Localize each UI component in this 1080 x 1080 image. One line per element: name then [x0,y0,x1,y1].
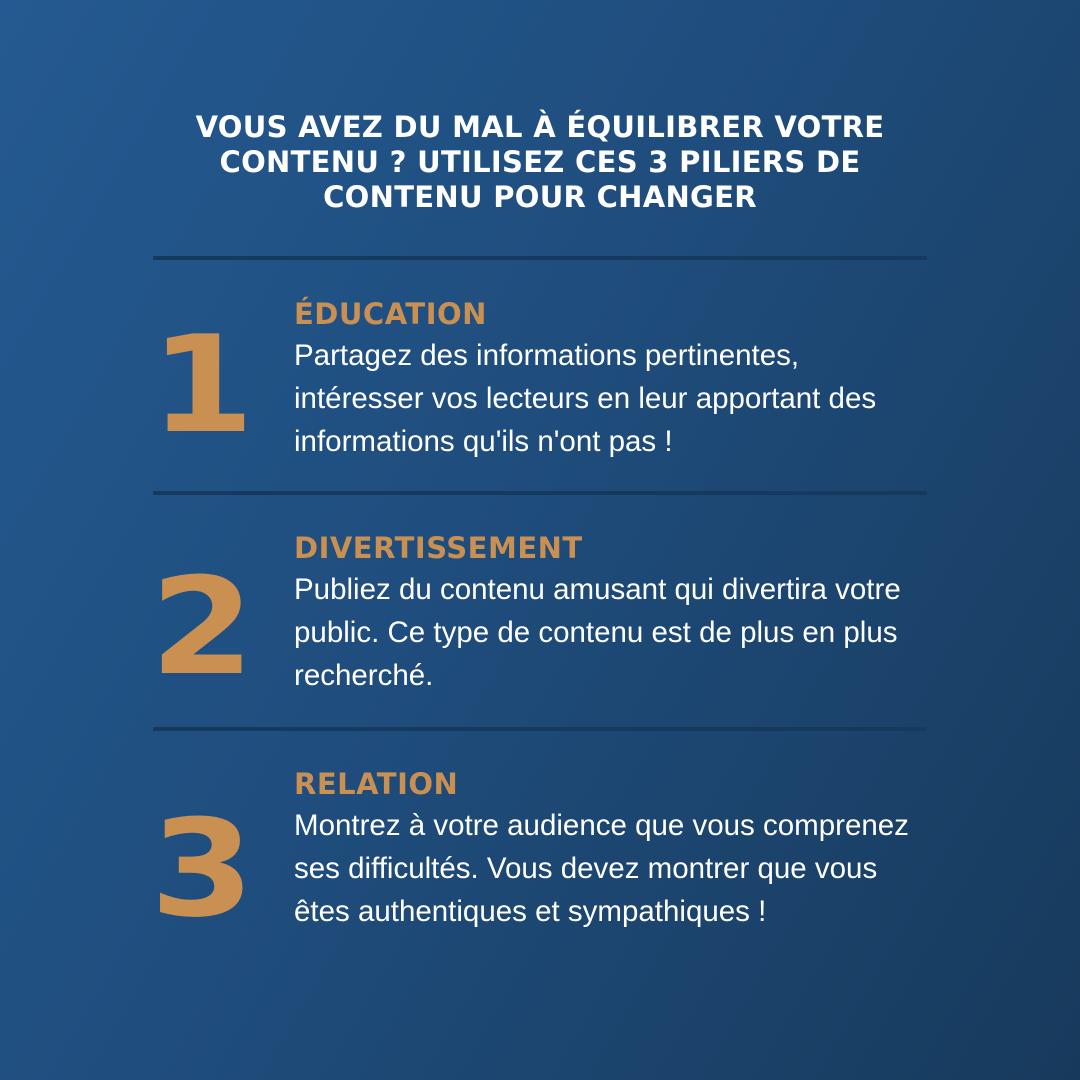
pillar-number: 1 [150,307,253,463]
pillar-title: RELATION [294,767,459,801]
divider-1 [153,491,927,495]
pillar-education [0,296,1080,466]
divider-top [153,256,927,260]
pillar-description: Partagez des informations pertinentes, intéresser vos lecteurs en leur apportant des informations qu'ils n'ont pas ! [294,339,877,458]
headline: VOUS AVEZ DU MAL À ÉQUILIBRER VOTRE CONTENU ? UTILISEZ CES 3 PILIERS DE CONTENU POUR CHANGER [195,110,885,214]
pillar-number: 3 [150,791,253,947]
pillar-number: 2 [150,549,253,705]
pillar-relation [0,766,1080,986]
pillar-title: ÉDUCATION [294,297,487,331]
pillar-title: DIVERTISSEMENT [294,531,583,565]
pillar-divertissement [0,530,1080,705]
pillar-description: Montrez à votre audience que vous comprenez ses difficultés. Vous devez montrer que vous êtes authentiques et sympathiques ! [294,809,909,928]
pillar-description: Publiez du contenu amusant qui divertira votre public. Ce type de contenu est de plus en plus recherché. [294,573,901,692]
divider-2 [153,727,927,731]
